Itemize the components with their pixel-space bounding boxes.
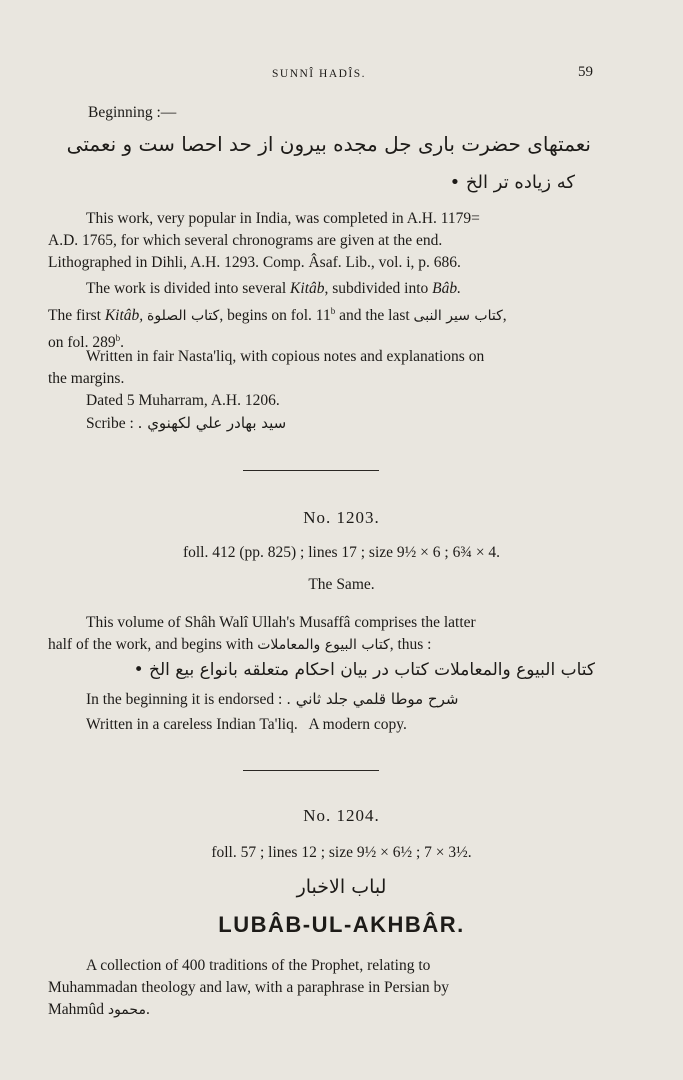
endorsed-arabic: شرح موطا قلمي جلد ثاني . — [286, 690, 459, 708]
para2-sup2: b — [115, 333, 121, 344]
section-divider-2 — [243, 770, 379, 771]
p1203-line1: This volume of Shâh Walî Ullah's Musaffâ comprises the latter — [86, 614, 476, 631]
paragraph-script — [48, 346, 596, 390]
p1204-arabic-mahmud: محمود — [107, 1002, 146, 1018]
dated-line: Dated 5 Muharram, A.H. 1206. — [86, 392, 280, 409]
paragraph-1204 — [48, 955, 596, 1021]
entry-number-1203: No. 1203. — [303, 508, 380, 527]
para3-line2: the margins. — [48, 370, 125, 387]
endorsed-label: In the beginning it is endorsed : — [86, 691, 283, 708]
p1204-line3b: . — [145, 1001, 150, 1018]
para2-line2a: The first — [48, 307, 105, 325]
arabic-quote-1203: کتاب البیوع والمعاملات کتاب در بیان احکام متعلقه بانواع بیع الخ • — [133, 660, 595, 680]
p1204-line1: A collection of 400 traditions of the Prophet, relating to — [86, 957, 431, 974]
entry-number-1204: No. 1204. — [303, 806, 380, 825]
section-divider — [243, 470, 379, 471]
para2-line1a: The work is divided into several — [86, 280, 291, 297]
para2-arabic-salat: کتاب الصلوة — [147, 308, 220, 325]
paragraph-publication — [48, 208, 596, 274]
para2-arabic-siyar: کتاب سیر النبی — [413, 308, 503, 325]
para2-line1b: , subdivided into — [324, 280, 433, 297]
scribe-label: Scribe : — [86, 415, 134, 432]
paragraph-structure — [48, 278, 596, 354]
para2-kitab2: Kitâb, — [104, 307, 144, 325]
arabic-incipit-line1: نعمتهای حضرت باری جل مجده بیرون از حد احصا ست و نعمتی — [66, 132, 591, 156]
para2-line3: on fol. 289 — [48, 334, 116, 352]
arabic-incipit-line2: که زیاده تر الخ • — [449, 172, 575, 193]
para2-bab: Bâb. — [432, 280, 461, 297]
same-1203: The Same. — [308, 576, 375, 593]
para1-line3: Lithographed in Dihli, A.H. 1293. Comp. Âsaf. Lib., vol. i, p. 686. — [48, 254, 461, 271]
foll-1204: foll. 57 ; lines 12 ; size 9½ × 6½ ; 7 × 3½. — [211, 844, 472, 861]
scribe-arabic: سید بهادر علي لکهنوي . — [137, 414, 287, 432]
para1-line1: This work, very popular in India, was completed in A.H. 1179= — [86, 210, 480, 227]
para1-line2: A.D. 1765, for which several chronograms are given at the end. — [48, 232, 443, 249]
foll-1203: foll. 412 (pp. 825) ; lines 17 ; size 9½ × 6 ; 6¾ × 4. — [182, 544, 501, 561]
scribe-line — [86, 414, 286, 433]
p1203-arabic-buyu: کتاب البیوع والمعاملات — [257, 637, 390, 653]
title-1204: LUBÂB-UL-AKHBÂR. — [218, 912, 465, 937]
page-number: 59 — [578, 64, 593, 80]
para2-line2c: and the last — [335, 307, 414, 325]
p1204-line2: Muhammadan theology and law, with a paraphrase in Persian by — [48, 979, 450, 996]
para2-line3-end: . — [120, 334, 124, 352]
para2-kitab: Kitâb — [290, 280, 325, 297]
para2-sup1: b — [330, 306, 336, 316]
p1204-line3a: Mahmûd — [48, 1001, 108, 1018]
paragraph-1203 — [48, 612, 596, 656]
p1203-line2a: half of the work, and begins with — [48, 636, 258, 653]
beginning-label: Beginning :— — [88, 104, 177, 121]
p1203-line2b: , thus : — [389, 636, 432, 653]
arabic-title-1204: لباب الاخبار — [296, 876, 387, 898]
running-header: SUNNÎ HADÎS. — [272, 68, 367, 80]
endorsed-line — [86, 690, 458, 709]
para3-line1: Written in fair Nasta'liq, with copious notes and explanations on — [86, 348, 485, 365]
para2-line2d: , — [502, 307, 507, 325]
written-1203: Written in a careless Indian Ta'liq. A modern copy. — [86, 716, 407, 733]
para2-line2b: , begins on fol. 11 — [219, 307, 331, 325]
